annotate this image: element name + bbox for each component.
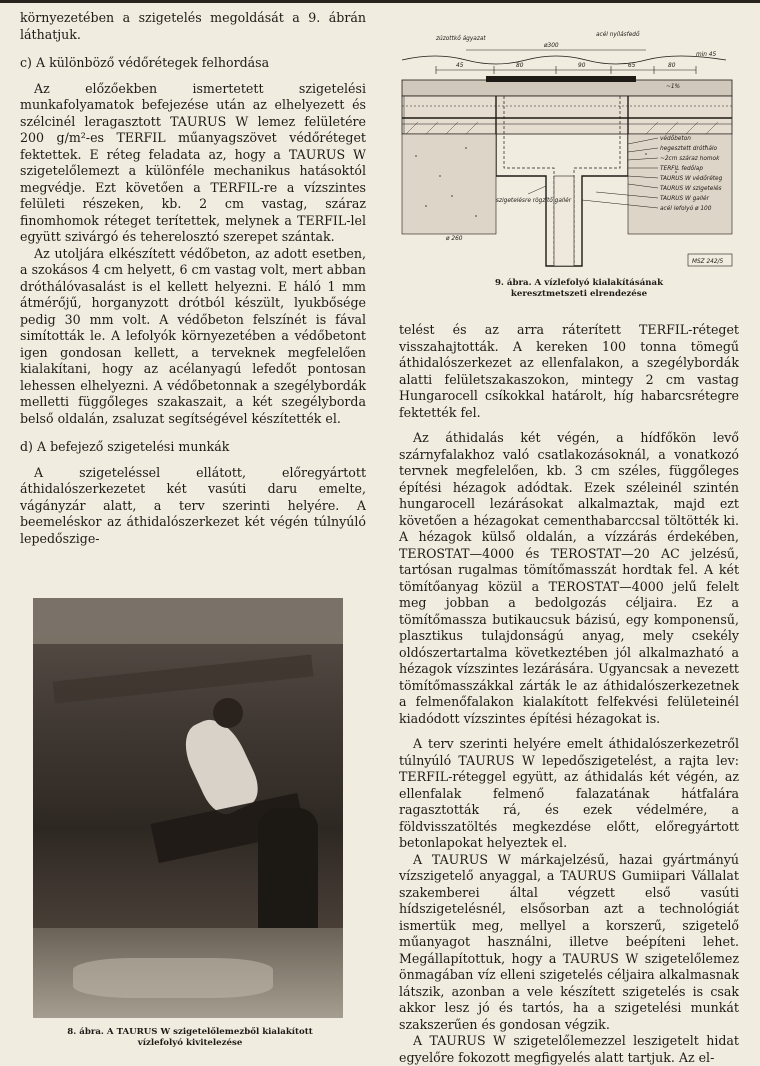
left-column bbox=[20, 10, 366, 547]
dim-min45: min 45 bbox=[696, 52, 717, 58]
paragraph-r1: telést és az arra ráterített TERFIL-réteget visszahajtották. A kereken 100 tonna tömegű áthidalószerkezet az ellenfalakon, a szegélybordák alatti felületszakaszokon, mintegy 2 cm vastag Hungarocell csíkokkal határolt, híg habarcsrétegre fektették fel. bbox=[399, 322, 739, 420]
dim-90: 90 bbox=[578, 63, 586, 69]
label-collar: szigetelésre rögzítő gallér bbox=[496, 198, 572, 204]
figure-8-caption-line2: vízlefolyó kivitelezése bbox=[137, 1037, 243, 1048]
dim-260: ø 260 bbox=[446, 236, 463, 242]
dim-300: ø300 bbox=[544, 43, 559, 49]
figure-9-diagram bbox=[396, 26, 744, 274]
top-rule bbox=[0, 0, 760, 3]
paragraph-c1: Az előzőekben ismertetett szigetelési munkafolyamatok befejezése után az elhelyezett és szélcinél leragasztott TAURUS W lemez felületére 200 g/m²-es TERFIL műanyagszövet védőréteget fektettek. E réteg feladata az, hogy a TAURUS W szigetelőlemezt a különféle mechanikus hatásoktól megvédje. Ezt követően a TERFIL-re a vízszintes felületi részeken, kb. 2 cm vastag, száraz finomhomok réteget terítettek, melynek a TERFIL-lel együtt szivárgó és teherelosztó szerepet szántak. bbox=[20, 80, 366, 244]
paragraph-d1: A szigeteléssel ellátott, előregyártott áthidalószerkezetet két vasúti daru emelte, vágányzár alatt, a terv szerinti helyére. A beemeléskor az áthidalószerkezet két végén túlnyúló lepedőszige- bbox=[20, 464, 366, 546]
dim-80b: 80 bbox=[668, 63, 676, 69]
figure-8-caption-line1: 8. ábra. A TAURUS W szigetelőlemezből kialakított bbox=[67, 1027, 313, 1037]
right-column bbox=[399, 322, 739, 1066]
section-heading-d: d) A befejező szigetelési munkák bbox=[20, 439, 230, 454]
figure-9-caption bbox=[414, 278, 744, 299]
dim-65: 65 bbox=[628, 63, 636, 69]
leader-6: TAURUS W szigetelés bbox=[660, 186, 722, 192]
section-heading-c: c) A különböző védőrétegek felhordása bbox=[20, 55, 270, 70]
dim-80a: 80 bbox=[516, 63, 524, 69]
figure-9-caption-line1: 9. ábra. A vízlefolyó kialakításának bbox=[494, 278, 664, 288]
leader-2: hegesztett dróthálo bbox=[660, 146, 718, 152]
paragraph-c2: Az utoljára elkészített védőbeton, az adott esetben, a szokásos 4 cm helyett, 6 cm vastag volt, mert abban dróthálóvasalást is el kellett helyezni. E háló 1 mm átmérőjű, horganyzott drótból készült, lyukbősége pedig 30 mm volt. A védőbeton felszínét is fával simították le. A lefolyók környezetében a védőbetont igen gondosan kellett, a terveknek megfelelően kialakítani, hogy az acélanyagú lefedőt pontosan lehessen elhelyezni. A védőbetonnak a szegélybordák melletti függőleges szakaszait, a két szegélyborda belső oldalán, zsaluzat segítségével készítették el. bbox=[20, 245, 366, 426]
intro-paragraph: környezetében a szigetelés megoldását a 9. ábrán láthatjuk. bbox=[20, 10, 366, 42]
figure-8-photo bbox=[33, 598, 343, 1018]
drawing-number: MSZ 242/5 bbox=[692, 259, 724, 265]
leader-4: TERFIL fedőlap bbox=[660, 166, 704, 172]
leader-8: acél lefolyó ø 100 bbox=[660, 206, 712, 212]
figure-8-caption bbox=[20, 1027, 360, 1048]
leader-7: TAURUS W gallér bbox=[660, 196, 709, 202]
paragraph-r5: A TAURUS W szigetelőlemezzel leszigetelt hidat egyelőre fokozott megfigyelés alatt tartjuk. Az el- bbox=[399, 1033, 739, 1065]
paragraph-r3: A terv szerinti helyére emelt áthidalószerkezetről túlnyúló TAURUS W lepedőszigetelést, a rajta lev: TERFIL-réteggel együtt, az áthidalás két végén, az ellenfalak felmenő falazatának hátfalára ragasztották rá, és ezek védelmére, a földvisszatöltés megkezdése előtt, előregyártott betonlapokat helyeztek el. bbox=[399, 736, 739, 850]
leader-5: TAURUS W védőréteg bbox=[660, 176, 723, 182]
leader-1: védőbeton bbox=[660, 136, 691, 142]
paragraph-r4: A TAURUS W márkajelzésű, hazai gyártmányú vízszigetelő anyaggal, a TAURUS Gumiipari Vállalat szakemberei által végzett első vasúti hídszigetelésnél, elsősorban azt a technológiát ismertük meg, mellyel a korszerű, szigetelő műanyagot használni, illetve beépíteni lehet. Megállapítottuk, hogy a TAURUS W szigetelőlemez önmagában víz elleni szigetelés céljaira alkalmasnak látszik, azonban a vele készített szigetelés is csak akkor lesz jó és tartós, ha a szigetelési munkát szakszerűen és gondosan végzik. bbox=[399, 851, 739, 1032]
leader-3: ~2cm száraz homok bbox=[660, 156, 720, 162]
figure-9-caption-line2: keresztmetszeti elrendezése bbox=[510, 288, 648, 299]
dim-45: 45 bbox=[456, 63, 464, 69]
slope-label: ~1% bbox=[666, 84, 681, 90]
paragraph-r2: Az áthidalás két végén, a hídfőkön levő szárnyfalakhoz való csatlakozásoknál, a vonatkozó tervnek megfelelően, kb. 3 cm széles, függőleges építési hézagok adódtak. Ezek széleinél szintén hungarocell lezárásokat alkalmaztak, majd ezt követően a hézagokat cementhabarccsal töltötték ki. A hézagok külső oldalán, a vízzárás érdekében, TEROSTAT—4000 és TEROSTAT—20 AC jelzésű, tartósan rugalmas tömítőmasszát hordtak fel. A két tömítőanyag közül a TEROSTAT—4000 jelű felelt meg jobban a bedolgozás céljaira. Ez a tömítőmassza butikaucsuk bázisú, egy komponensű, plasztikus tulajdonságú anyag, mely csekély oldószertartalma következtében jól alkalmazható a hézagok vízszintes lezárására. Ugyancsak a nevezett tömítőmasszákkal zárták le az áthidalószerkezetnek a felmenőfalakon kialakított felfekvési felületeinél kiadódott vízszintes építési hézagokat is. bbox=[399, 430, 739, 726]
label-cover: acél nyílásfedő bbox=[596, 32, 640, 38]
label-ballast: zúzottkő ágyazat bbox=[436, 36, 486, 42]
